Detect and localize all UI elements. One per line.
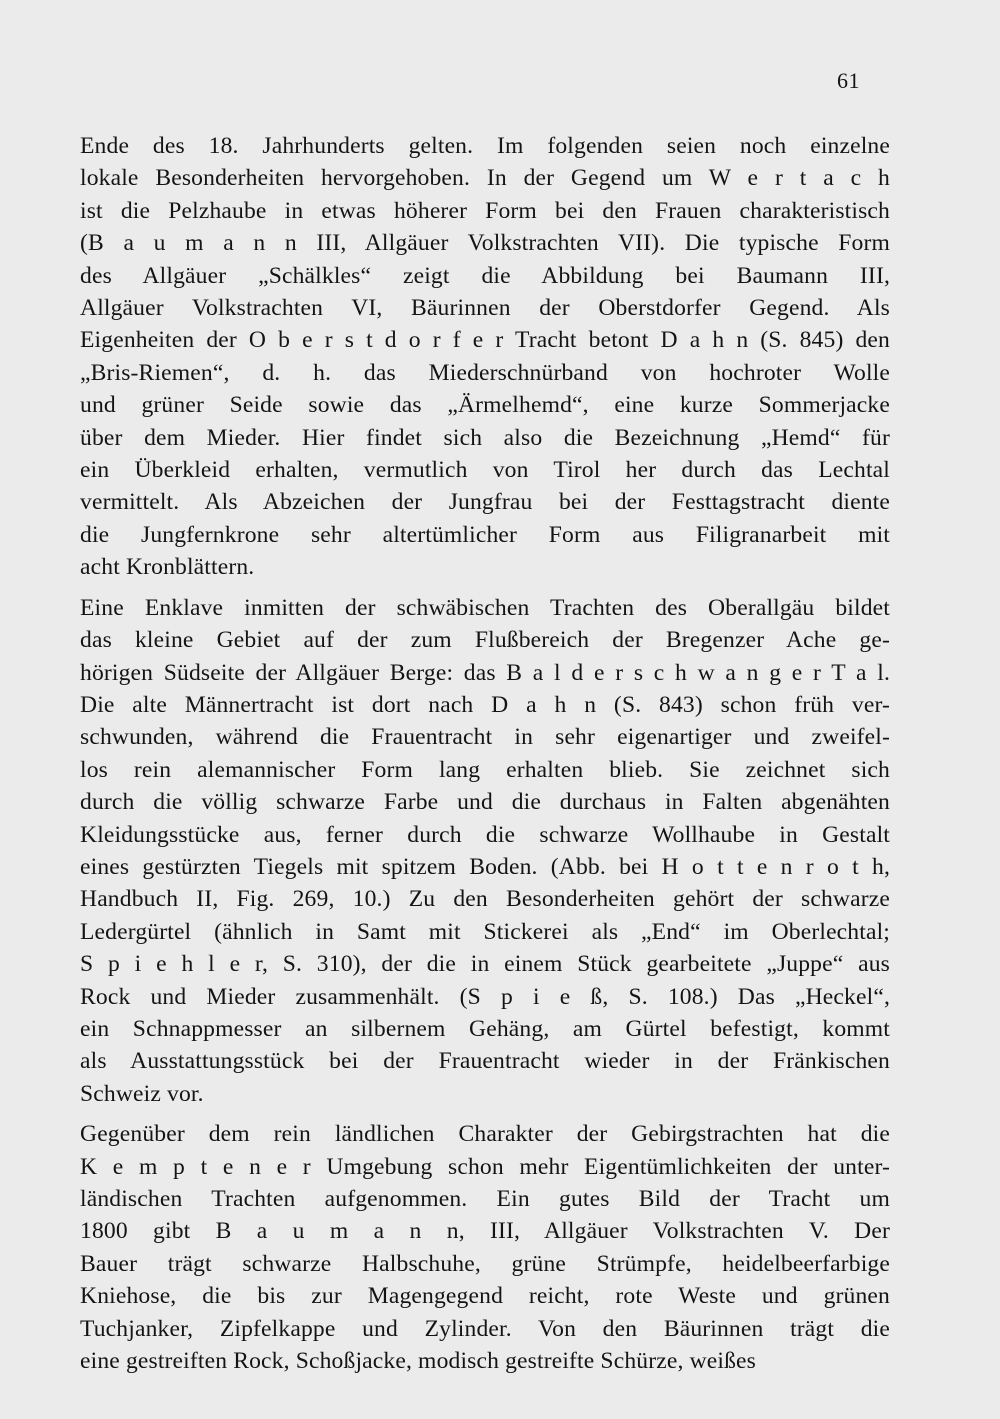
- text-line: 1800 gibt B a u m a n n, III, Allgäuer Volkstrachten V. Der: [80, 1218, 890, 1245]
- paragraph-3: [80, 1118, 890, 1377]
- text-line: K e m p t e n e r Umgebung schon mehr Eigentümlichkeiten der unter-: [80, 1153, 890, 1180]
- text-line: durch die völlig schwarze Farbe und die durchaus in Falten abgenähten: [80, 789, 890, 816]
- text-line: des Allgäuer „Schälkles“ zeigt die Abbildung bei Baumann III,: [80, 262, 890, 289]
- body-text: [80, 130, 890, 1377]
- text-line: Eine Enklave inmitten der schwäbischen Trachten des Oberallgäu bildet: [80, 594, 890, 621]
- text-line: Schweiz vor.: [80, 1080, 204, 1107]
- text-line: vermittelt. Als Abzeichen der Jungfrau bei der Festtagstracht diente: [80, 489, 890, 516]
- text-line: Rock und Mieder zusammenhält. (S p i e ß, S. 108.) Das „Heckel“,: [80, 983, 890, 1010]
- text-line: Handbuch II, Fig. 269, 10.) Zu den Besonderheiten gehört der schwarze: [80, 886, 890, 913]
- text-line: eine gestreiften Rock, Schoßjacke, modisch gestreifte Schürze, weißes: [80, 1348, 756, 1375]
- text-line: Tuchjanker, Zipfelkappe und Zylinder. Von den Bäurinnen trägt die: [80, 1315, 890, 1342]
- text-line: die Jungfernkrone sehr altertümlicher Form aus Filigranarbeit mit: [80, 521, 890, 548]
- text-line: hörigen Südseite der Allgäuer Berge: das B a l d e r s c h w a n g e r T a l.: [80, 659, 890, 686]
- text-line: Ledergürtel (ähnlich in Samt mit Stickerei als „End“ im Oberlechtal;: [80, 918, 890, 945]
- text-line: als Ausstattungsstück bei der Frauentracht wieder in der Fränkischen: [80, 1048, 890, 1075]
- text-line: Kniehose, die bis zur Magengegend reicht, rote Weste und grünen: [80, 1283, 890, 1310]
- text-line: acht Kronblättern.: [80, 554, 255, 581]
- text-line: los rein alemannischer Form lang erhalten blieb. Sie zeichnet sich: [80, 756, 890, 783]
- text-line: (B a u m a n n III, Allgäuer Volkstrachten VII). Die typische Form: [80, 230, 890, 257]
- page-number: 61: [837, 68, 860, 93]
- text-line: Kleidungsstücke aus, ferner durch die schwarze Wollhaube in Gestalt: [80, 821, 890, 848]
- paragraph-2: [80, 592, 890, 1111]
- text-line: Die alte Männertracht ist dort nach D a h n (S. 843) schon früh ver-: [80, 691, 890, 718]
- text-line: ländischen Trachten aufgenommen. Ein gutes Bild der Tracht um: [80, 1186, 890, 1212]
- text-line: und grüner Seide sowie das „Ärmelhemd“, eine kurze Sommerjacke: [80, 392, 890, 419]
- text-line: das kleine Gebiet auf der zum Flußbereich der Bregenzer Ache ge-: [80, 627, 890, 654]
- text-line: Ende des 18. Jahrhunderts gelten. Im folgenden seien noch einzelne: [80, 133, 890, 159]
- text-line: ein Überkleid erhalten, vermutlich von Tirol her durch das Lechtal: [80, 457, 890, 484]
- text-line: über dem Mieder. Hier findet sich also die Bezeichnung „Hemd“ für: [80, 424, 890, 451]
- text-line: lokale Besonderheiten hervorgehoben. In der Gegend um W e r t a c h: [80, 165, 890, 192]
- paragraph-1: [80, 130, 890, 584]
- text-line: schwunden, während die Frauentracht in sehr eigenartiger und zweifel-: [80, 724, 890, 751]
- text-line: ist die Pelzhaube in etwas höherer Form bei den Frauen charakteristisch: [80, 197, 890, 224]
- text-line: ein Schnappmesser an silbernem Gehäng, am Gürtel befestigt, kommt: [80, 1015, 890, 1042]
- text-line: „Bris-Riemen“, d. h. das Miederschnürband von hochroter Wolle: [80, 359, 890, 386]
- text-line: Gegenüber dem rein ländlichen Charakter der Gebirgstrachten hat die: [80, 1121, 890, 1148]
- text-line: Allgäuer Volkstrachten VI, Bäurinnen der Oberstdorfer Gegend. Als: [80, 295, 890, 322]
- text-line: eines gestürzten Tiegels mit spitzem Boden. (Abb. bei H o t t e n r o t h,: [80, 853, 890, 880]
- text-line: Eigenheiten der O b e r s t d o r f e r Tracht betont D a h n (S. 845) den: [80, 327, 890, 354]
- text-line: Bauer trägt schwarze Halbschuhe, grüne Strümpfe, heidelbeerfarbige: [80, 1250, 890, 1277]
- text-line: S p i e h l e r, S. 310), der die in einem Stück gearbeitete „Juppe“ aus: [80, 951, 890, 978]
